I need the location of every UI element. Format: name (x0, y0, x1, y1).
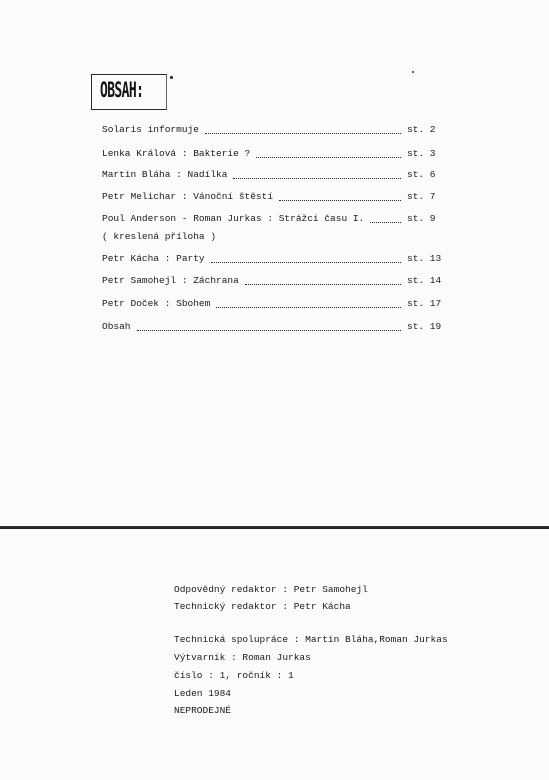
toc-entry-page: st. 17 (407, 298, 442, 309)
toc-entry-title: Petr Samohejl : Záchrana (102, 275, 239, 286)
toc-entry-title: ( kreslená příloha ) (102, 231, 217, 242)
page-title: OBSAH: (100, 78, 144, 102)
toc-leader-dots (216, 293, 401, 308)
colophon-line: Odpovědný redaktor : Petr Samohejl (174, 584, 368, 595)
colophon-line: NEPRODEJNÉ (174, 705, 232, 716)
toc-leader-dots (137, 316, 401, 331)
toc-entry (102, 212, 447, 226)
colophon-line: Technický redaktor : Petr Kácha (174, 601, 351, 612)
toc-entry-page: st. 6 (407, 169, 436, 180)
toc-leader-dots (233, 164, 401, 179)
toc-entry-title: Lenka Králová : Bakterie ? (102, 148, 251, 159)
toc-entry (102, 190, 447, 204)
toc-entry-page: st. 7 (407, 191, 436, 202)
toc-entry-title: Petr Melichar : Vánoční štěstí (102, 191, 274, 202)
toc-entry-page: st. 13 (407, 253, 442, 264)
horizontal-rule (0, 526, 549, 529)
colophon-line: Technická spolupráce : Martin Bláha,Roman Jurkas (174, 634, 448, 645)
toc-leader-dots (205, 119, 401, 134)
toc-entry (102, 320, 447, 334)
toc-entry (102, 252, 447, 266)
colophon-line: Leden 1984 (174, 688, 232, 699)
toc-entry-title: Poul Anderson - Roman Jurkas : Strážci času I. (102, 213, 365, 224)
colophon-line: Výtvarník : Roman Jurkas (174, 652, 311, 663)
toc-entry (102, 147, 447, 161)
ink-speck (170, 76, 173, 79)
toc-leader-dots (211, 248, 401, 263)
toc-entry-page: st. 2 (407, 124, 436, 135)
toc-entry-title: Martin Bláha : Nadílka (102, 169, 228, 180)
toc-leader-dots (279, 186, 401, 201)
toc-entry-title: Petr Doček : Sbohem (102, 298, 211, 309)
toc-entry (102, 274, 447, 288)
toc-entry-page: st. 3 (407, 148, 436, 159)
toc-entry-note (102, 230, 447, 244)
toc-entry (102, 123, 447, 137)
toc-entry-page: st. 19 (407, 321, 442, 332)
ink-speck (412, 71, 414, 73)
toc-leader-dots (256, 143, 401, 158)
colophon-line: číslo : 1, ročník : 1 (174, 670, 294, 681)
toc-leader-dots (245, 270, 401, 285)
toc-entry-page: st. 14 (407, 275, 442, 286)
toc-entry-page: st. 9 (407, 213, 436, 224)
toc-leader-dots (370, 208, 401, 223)
toc-entry-title: Solaris informuje (102, 124, 199, 135)
toc-entry-title: Petr Kácha : Party (102, 253, 205, 264)
toc-entry (102, 168, 447, 182)
toc-entry-title: Obsah (102, 321, 131, 332)
toc-entry (102, 297, 447, 311)
